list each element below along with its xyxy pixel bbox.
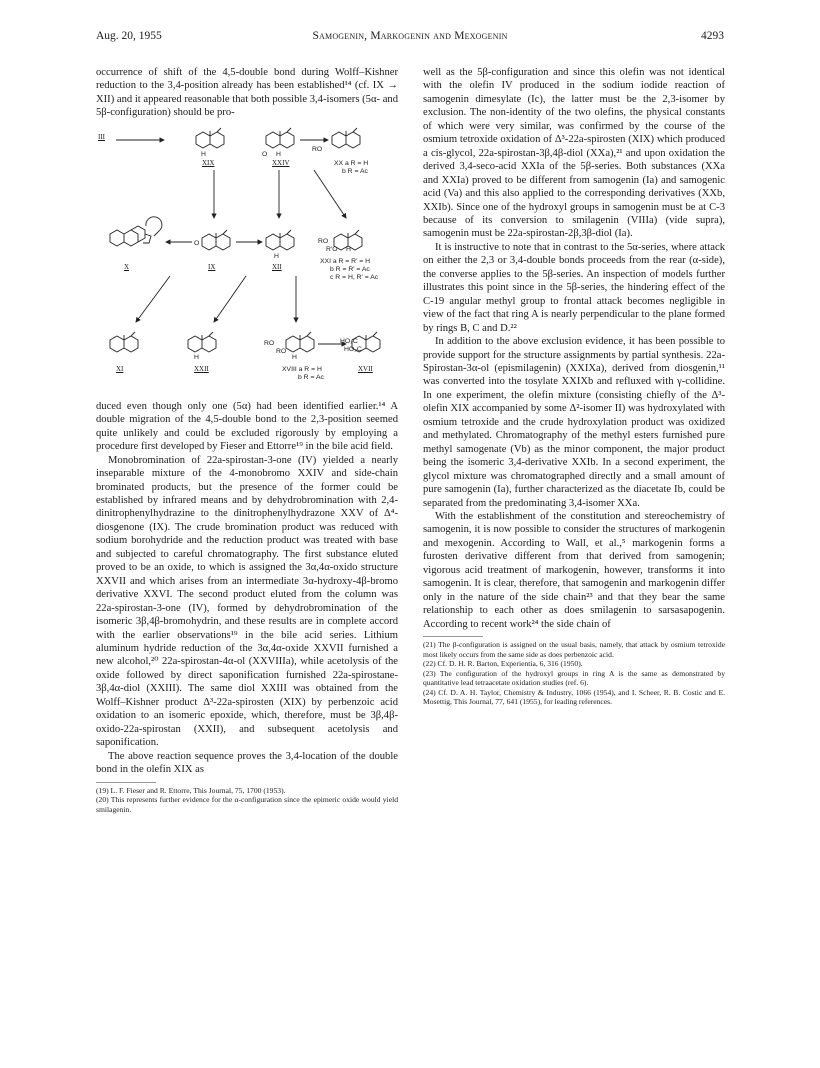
paragraph: occurrence of shift of the 4,5-double bond during Wolff–Kishner reduction to the 3,4-position already has been established¹⁴ (cf. IX → XII) and it appeared reasonable that both possible 3,4-isomers (5α- and 5β-configuration) should be pro-	[96, 67, 398, 119]
footnote: (20) This represents further evidence for the α-configuration since the epimeric oxide would yield smilagenin.	[96, 795, 398, 814]
compound-label: XXII	[194, 364, 209, 373]
atom-label: R'O	[326, 245, 338, 253]
structure-xx	[332, 128, 360, 148]
left-column	[96, 66, 398, 814]
structure-xix	[196, 128, 224, 148]
atom-label: HO₂C	[340, 337, 358, 345]
compound-label: XVII	[358, 364, 373, 373]
compound-label: XXIV	[272, 158, 290, 167]
paragraph: duced even though only one (5α) had been identified earlier.¹⁴ A double migration of the 4,5-double bond to the 2,3-position seemed quite unlikely and could be excluded rigorously by employing a procedure first developed by Fieser and Ettorre¹⁹ in the bile acid field.	[96, 400, 398, 453]
page-number: 4293	[701, 30, 724, 42]
structure-xii	[266, 230, 294, 250]
reaction-scheme	[96, 126, 398, 396]
compound-label: b R = Ac	[342, 167, 368, 175]
atom-label: O	[194, 239, 200, 247]
paragraph: With the establishment of the constitution and stereochemistry of samogenin, it is now possible to consider the structures of markogenin and mexogenin. According to Wall, et al.,⁵ markogenin forms a furosten derivative different from that derived from samogenin; vigorous acid treatment of markogenin, however, transforms it into samogenin. It is clear, therefore, that samogenin and markogenin differ only in the nature of the side chain²³ and that they bear the same relationship to each other as does smilagenin to sarsasapogenin. According to recent work²⁴ the side chain of	[423, 510, 725, 630]
structure-ix	[202, 230, 230, 250]
compound-label: III	[98, 132, 105, 141]
right-column	[423, 66, 725, 707]
atom-label: H	[292, 353, 297, 361]
atom-label: HO₂C	[344, 345, 362, 353]
compound-label: X	[124, 262, 130, 271]
footnote: (24) Cf. D. A. H. Taylor, Chemistry & Industry, 1066 (1954), and I. Scheer, R. B. Costic and E. Mosettig, This Journal, 77, 641 (1955), for leading references.	[423, 687, 725, 707]
compound-label: b R = R' = Ac	[330, 265, 370, 273]
footnote: (21) The β-configuration is assigned on the usual basis, namely, that attack by osmium tetroxide most likely occurs from the same side as does perbenzoic acid.	[423, 640, 725, 659]
footnote-rule	[96, 782, 156, 783]
compound-label: XXI a R = R' = H	[320, 257, 371, 265]
running-head	[96, 30, 724, 46]
header-title: Samogenin, Markogenin and Mexogenin	[312, 30, 508, 42]
footnote: (19) L. F. Fieser and R. Ettorre, This Journal, 75, 1700 (1953).	[96, 785, 286, 795]
atom-label: O	[262, 150, 268, 158]
compound-label: XIX	[202, 158, 215, 167]
structure-xi	[110, 332, 138, 352]
structure-x	[110, 226, 151, 246]
structure-xxii	[188, 332, 216, 352]
footnote: (23) The configuration of the hydroxyl groups in ring A is the same as demonstrated by quantitative lead tetraacetate oxidation studies (ref. 6).	[423, 668, 725, 688]
paragraph: In addition to the above exclusion evidence, it has been possible to provide support for the structure assignments by partial synthesis. 22a-Spirostan-3α-ol (epismilagenin) (XXIXa), derived from diosgenin,¹¹ was converted into the tosylate XXIXb and refluxed with γ-collidine. In one experiment, the olefin mixture (consisting chiefly of the Δ³-olefin XIX accompanied by some Δ²-isomer II) was hydroxylated with osmium tetroxide and the crude hydroxylation product was oxidized and methylated. Chromatography of the methyl esters furnished pure methyl samogenate (Vb) as the minor component, the major product being the isomeric 3,4-derivative XXIb. In a second experiment, the glycol mixture was chromatographed directly and a small amount of pure samogenin (Ia), further characterized as the diacetate Ib, could be separated from the predominating 3,4-isomer XXa.	[423, 336, 725, 509]
footnote-rule	[423, 636, 483, 637]
footnote: (22) Cf. D. H. R. Barton, Experientia, 6, 316 (1950).	[423, 659, 583, 669]
atom-label: H	[194, 353, 199, 361]
atom-label: H	[201, 150, 206, 158]
compound-label: b R = Ac	[298, 373, 324, 381]
reaction-arrow	[314, 170, 346, 218]
compound-label: c R = H, R' = Ac	[330, 273, 379, 281]
compound-label: XVIII a R = H	[282, 365, 322, 373]
structure-xviii	[286, 332, 314, 352]
atom-label: H	[276, 150, 281, 158]
header-date: Aug. 20, 1955	[96, 30, 162, 42]
atom-label: RO	[276, 347, 287, 355]
paragraph: well as the 5β-configuration and since this olefin was not identical with the olefin IV produced in the sodium iodide reaction of samogenin dimesylate (Ic), the latter must be the 2,3-isomer by exclusion. The non-identity of the two olefins, the physical constants of which were very similar, was confirmed by the course of the osmium tetroxide oxidation of Δ³-22a-spirosten (XIX) which produced a cis-glycol, 22a-spirostan-3β,4β-diol (XXa),²¹ and upon oxidation the derived 3,4-seco-acid XXIa of the 5β-series. Both substances (XXa and XXIa) proved to be different from samogenin (Ia) and samogenic acid (Va) and this also applied to the corresponding derivatives (XXb, XXIb). Since one of the hydroxyl groups in samogenin must be at C-3 because of its conversion to smilagenin (VIIIa) (vide supra), samogenin must be 22a-spirostan-2β,3β-diol (Ia).	[423, 67, 725, 240]
atom-label: H	[274, 252, 279, 260]
reaction-arrow	[136, 276, 170, 322]
paragraph: Monobromination of 22a-spirostan-3-one (IV) yielded a nearly inseparable mixture of the 4-monobromo XXIV and side-chain brominated products, but the presence of the former could be established by infrared means and by dehydrobromination with 2,4-dinitrophenylhydrazine to the dinitrophenylhydrazone XXV of Δ⁴-diosgenone (IX). The crude bromination product was reduced with sodium borohydride and the reduction product was treated with base and subjected to careful chromatography. The first substance eluted proved to be an oxide, to which is assigned the 3α,4α-oxido structure XXVII and which arises from an intermediate 3α-hydroxy-4β-bromo derivative XXVI. The second product eluted from the column was 22a-spirostan-3-one (IV), formed by dehydrobromination of the isomeric 3β,4β-bromohydrin, and these results are in complete accord with the earlier observations¹⁹ in the bile acid series. Lithium aluminum hydride reduction of the 3α,4α-oxide XXVII furnished a new alcohol,²⁰ 22a-spirostan-4α-ol (XXVIIIa), while acetolysis of the oxide followed by direct saponification furnished 22a-spirostane-3β,4α-diol (XXIII). The same diol XXIII was obtained from the Wolff–Kishner product Δ³-22a-spirosten (XIX) by perbenzoic acid oxidation to an isomeric epoxide, which, therefore, must be 3β,4β-oxido-22a-spirostan (XXII), and subsequent acetolysis and saponification.	[96, 454, 398, 749]
atom-label: RO	[312, 145, 323, 153]
structure-xxiv	[266, 128, 294, 148]
compound-label: IX	[208, 262, 216, 271]
compound-label: XI	[116, 364, 124, 373]
compound-label: XII	[272, 262, 282, 271]
paragraph: It is instructive to note that in contrast to the 5α-series, where attack on either the 2,3 or 3,4-double bonds proceeds from the rear (α-side), the converse applies to the 5β-series. An inspection of models further illustrates this point since in the 5β-series, the hindering effect of the C-19 angular methyl group to frontal attack becomes negligible in view of the fact that ring A is nearly perpendicular to the plane formed by rings B, C and D.²²	[423, 241, 725, 334]
reaction-arrow	[214, 276, 246, 322]
atom-label: RO	[318, 237, 329, 245]
atom-label: RO	[264, 339, 275, 347]
atom-label: H	[346, 245, 351, 253]
compound-label: XX a R = H	[334, 159, 369, 167]
paragraph: The above reaction sequence proves the 3,4-location of the double bond in the olefin XIX as	[96, 750, 398, 776]
